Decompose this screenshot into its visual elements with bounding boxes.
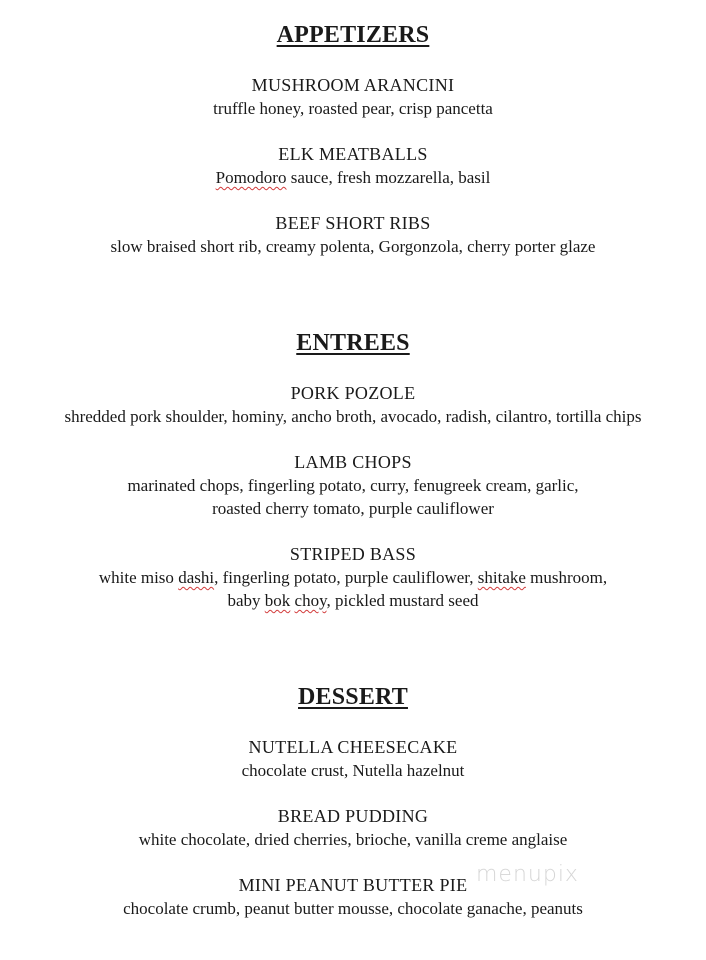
item-name: NUTELLA CHEESECAKE: [248, 737, 458, 757]
desc-text: mushroom,: [525, 568, 608, 587]
spellcheck-word: bok: [264, 591, 291, 610]
item-name: STRIPED BASS: [289, 544, 417, 564]
item-name: PORK POZOLE: [290, 383, 416, 403]
item-description: slow braised short rib, creamy polenta, Gorgonzola, cherry porter glaze: [110, 237, 596, 256]
spellcheck-word: choy: [294, 591, 327, 610]
item-description-line: roasted cherry tomato, purple cauliflower: [212, 499, 494, 518]
item-description-text: sauce, fresh mozzarella, basil: [286, 168, 491, 187]
section-title-appetizers: APPETIZERS: [276, 22, 430, 48]
section-title-dessert: DESSERT: [298, 684, 408, 710]
item-description: truffle honey, roasted pear, crisp pancetta: [213, 99, 493, 118]
desc-text: , pickled mustard seed: [326, 591, 479, 610]
menu-item: [0, 212, 706, 258]
item-name: MUSHROOM ARANCINI: [251, 75, 455, 95]
desc-text: white miso: [98, 568, 179, 587]
item-description: shredded pork shoulder, hominy, ancho broth, avocado, radish, cilantro, tortilla chips: [64, 407, 642, 426]
spellcheck-word: shitake: [477, 568, 526, 587]
menu-item: [0, 805, 706, 851]
menu-item: [0, 874, 706, 920]
menu-item: [0, 74, 706, 120]
watermark: menupix: [476, 862, 579, 887]
menu-item: [0, 143, 706, 189]
item-name: BEEF SHORT RIBS: [275, 213, 431, 233]
menu-item: [0, 451, 706, 520]
desc-text: , fingerling potato, purple cauliflower,: [214, 568, 478, 587]
item-description-line: [0, 566, 706, 589]
spellcheck-word: dashi: [178, 568, 215, 587]
item-name: MINI PEANUT BUTTER PIE: [238, 875, 468, 895]
appetizers-section: [0, 20, 706, 258]
spellcheck-word: Pomodoro: [215, 168, 287, 187]
item-description-line: marinated chops, fingerling potato, curry, fenugreek cream, garlic,: [127, 476, 579, 495]
entrees-section: [0, 328, 706, 612]
dessert-section: [0, 682, 706, 920]
item-name: BREAD PUDDING: [277, 806, 429, 826]
item-description-line: [0, 589, 706, 612]
desc-text: baby: [227, 591, 265, 610]
menu-item: [0, 382, 706, 428]
menu-item: [0, 543, 706, 612]
item-name: ELK MEATBALLS: [278, 144, 428, 164]
menu-item: [0, 736, 706, 782]
item-name: LAMB CHOPS: [294, 452, 412, 472]
section-title-entrees: ENTREES: [296, 330, 410, 356]
item-description: [0, 166, 706, 189]
item-description: chocolate crust, Nutella hazelnut: [241, 761, 465, 780]
item-description: white chocolate, dried cherries, brioche, vanilla creme anglaise: [138, 830, 568, 849]
item-description: chocolate crumb, peanut butter mousse, chocolate ganache, peanuts: [123, 899, 583, 918]
